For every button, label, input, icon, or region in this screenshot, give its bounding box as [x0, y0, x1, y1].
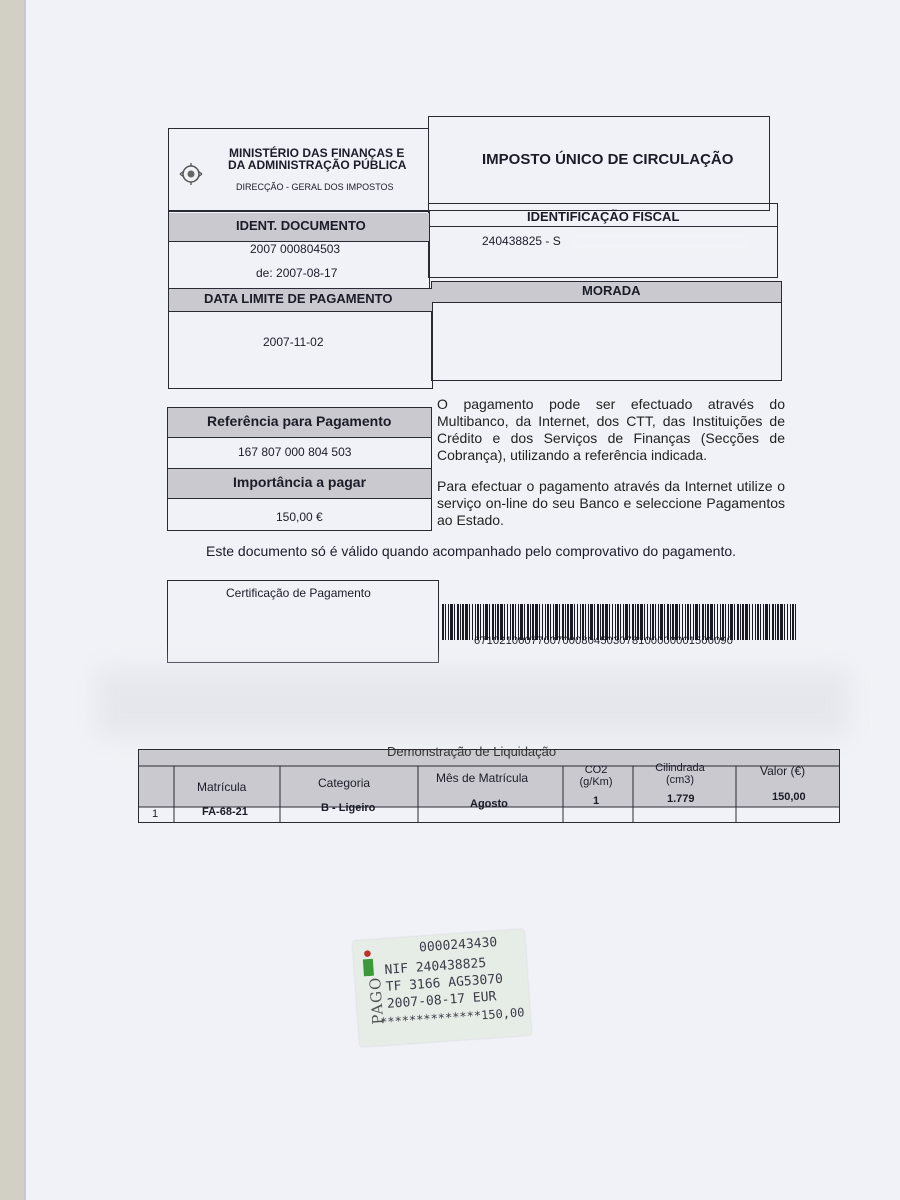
- column-header-plate: Matrícula: [197, 780, 247, 794]
- barcode-bar: [469, 604, 470, 640]
- barcode-bar: [790, 604, 791, 640]
- barcode-bar: [442, 604, 444, 640]
- barcode-bar: [777, 604, 779, 640]
- validity-note: Este documento só é válido quando acompanhado pelo comprovativo do pagamento.: [206, 543, 737, 559]
- row-value: 150,00: [772, 791, 806, 803]
- document-title: IMPOSTO ÚNICO DE CIRCULAÇÃO: [482, 151, 734, 168]
- deadline-value: 2007-11-02: [263, 335, 324, 349]
- row-displacement: 1.779: [667, 793, 695, 805]
- amount-label: Importância a pagar: [233, 474, 367, 490]
- row-co2: 1: [593, 795, 600, 807]
- ministry-name-line2: DA ADMINISTRAÇÃO PÚBLICA: [228, 158, 407, 172]
- column-header-month: Mês de Matrícula: [436, 771, 529, 785]
- barcode-bar: [763, 604, 764, 640]
- stamp-tf: TF 3166 AG53070: [385, 971, 504, 995]
- column-header-co2: CO2 (g/Km): [579, 764, 613, 788]
- barcode-bar: [780, 604, 783, 640]
- barcode-bar: [448, 604, 449, 640]
- stamp-number: 0000243430: [418, 935, 498, 956]
- liquidation-title: Demonstração de Liquidação: [387, 744, 557, 759]
- reference-label: Referência para Pagamento: [207, 413, 392, 429]
- barcode-bar: [784, 604, 785, 640]
- redacted-name: [570, 232, 750, 250]
- barcode-bar: [769, 604, 770, 640]
- barcode-bar: [472, 604, 473, 640]
- ident-document-label: IDENT. DOCUMENTO: [236, 218, 366, 233]
- barcode-bar: [772, 604, 774, 640]
- barcode-bar: [462, 604, 464, 640]
- directorate-name: DIRECÇÃO - GERAL DOS IMPOSTOS: [236, 182, 394, 192]
- reference-value: 167 807 000 804 503: [238, 445, 352, 459]
- barcode-bar: [755, 604, 756, 640]
- barcode-bar: [757, 604, 759, 640]
- barcode-bar: [792, 604, 794, 640]
- row-plate: FA-68-21: [202, 806, 248, 818]
- coat-of-arms-icon: [178, 162, 204, 186]
- barcode-number: 67102100077007000804503078100000001500090: [474, 635, 734, 647]
- barcode-bar: [760, 604, 761, 640]
- fiscal-divider: [429, 226, 777, 227]
- barcode-bar: [457, 604, 459, 640]
- barcode-bar: [742, 604, 744, 640]
- row-month: Agosto: [470, 798, 508, 810]
- barcode-bar: [787, 604, 788, 640]
- barcode-bar: [465, 604, 468, 640]
- barcode-bar: [765, 604, 768, 640]
- fiscal-id-label: IDENTIFICAÇÃO FISCAL: [527, 209, 680, 224]
- row-index: 1: [152, 808, 159, 820]
- payment-info-paragraph-2: Para efectuar o pagamento através da Internet utilize o serviço on-line do seu Banco e seleccione Pagamentos ao Estado.: [437, 478, 785, 528]
- barcode-bar: [740, 604, 741, 640]
- payment-stamp: [353, 929, 532, 1047]
- barcode-bar: [752, 604, 753, 640]
- barcode-bar: [745, 604, 748, 640]
- stamp-date: 2007-08-17 EUR: [386, 989, 497, 1012]
- barcode-bar: [445, 604, 446, 640]
- column-header-displacement: Cilindrada (cm3): [655, 762, 705, 786]
- ident-document-date: de: 2007-08-17: [256, 266, 338, 280]
- barcode-bar: [454, 604, 455, 640]
- barcode-bar: [450, 604, 453, 640]
- barcode-bar: [460, 604, 461, 640]
- barcode-bar: [775, 604, 776, 640]
- deadline-label: DATA LIMITE DE PAGAMENTO: [204, 291, 393, 306]
- address-label: MORADA: [582, 283, 641, 298]
- certification-label: Certificação de Pagamento: [226, 586, 371, 600]
- faded-background-text: [95, 668, 850, 738]
- stamp-nif: NIF 240438825: [384, 955, 487, 978]
- ident-document-value: 2007 000804503: [250, 242, 341, 256]
- ministry-name-line1: MINISTÉRIO DAS FINANÇAS E: [229, 146, 405, 160]
- fiscal-id-value: 240438825 - S: [482, 234, 561, 248]
- barcode-bar: [749, 604, 750, 640]
- barcode-bar: [734, 604, 735, 640]
- background-folder-edge: [0, 0, 24, 1200]
- stamp-amount: **************150,00: [379, 1005, 525, 1030]
- payment-info-paragraph-1: O pagamento pode ser efectuado através do Multibanco, da Internet, dos CTT, das Instituições de Crédito e dos Serviços de Finanças (Secções de Cobrança), utilizando a referência indicada.: [437, 396, 785, 463]
- stamp-paid-label: PAGO: [365, 976, 388, 1026]
- column-header-category: Categoria: [318, 776, 371, 790]
- column-header-value: Valor (€): [760, 764, 806, 778]
- payment-logo-icon: [361, 950, 375, 977]
- barcode-bar: [795, 604, 796, 640]
- barcode-bar: [737, 604, 739, 640]
- row-category: B - Ligeiro: [321, 802, 376, 814]
- amount-value: 150,00 €: [276, 510, 323, 524]
